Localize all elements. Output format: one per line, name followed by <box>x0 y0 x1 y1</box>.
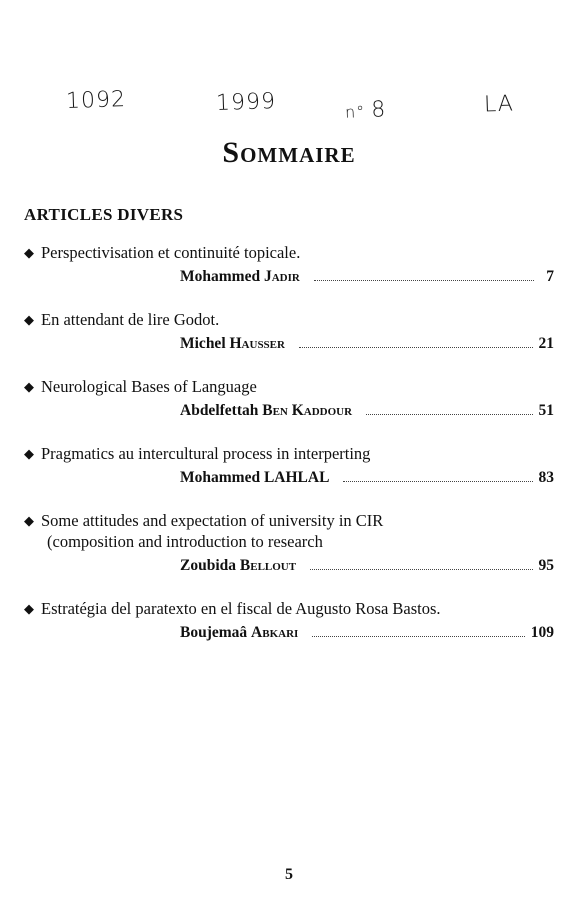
entry-title-line: Neurological Bases of Language <box>41 377 257 396</box>
author-given-name: Zoubida <box>180 557 237 574</box>
author-surname: Abkari <box>251 624 299 641</box>
page-title: Sommaire <box>222 136 356 169</box>
entry-author-row <box>180 266 554 287</box>
author-surname: Hausser <box>229 335 285 352</box>
author-given-name: Mohammed <box>180 469 261 486</box>
diamond-bullet-icon: ◆ <box>24 312 34 327</box>
handwritten-note-3a: n° <box>344 102 366 122</box>
entry-author-row <box>180 467 554 488</box>
handwritten-note-3b: 8 <box>370 97 387 123</box>
toc-entry[interactable] <box>24 376 554 421</box>
leader-dots <box>343 480 532 482</box>
entry-title-continuation: (composition and introduction to research <box>47 532 323 551</box>
leader-dots <box>310 568 532 570</box>
entry-title <box>24 510 554 531</box>
author-given-name: Abdelfettah <box>180 402 259 419</box>
entry-title-line: Estratégia del paratexto en el fiscal de Augusto Rosa Bastos. <box>41 599 441 618</box>
entry-title <box>24 242 554 263</box>
author-surname: LAHLAL <box>263 469 330 486</box>
toc-entry[interactable] <box>24 443 554 488</box>
leader-dots <box>312 635 524 637</box>
diamond-bullet-icon: ◆ <box>24 245 34 260</box>
author-surname: Ben Kaddour <box>262 402 353 419</box>
toc-list <box>24 242 554 665</box>
toc-entry[interactable] <box>24 510 554 576</box>
entry-page-number: 109 <box>530 624 554 641</box>
page-number: 5 <box>285 866 293 883</box>
handwritten-note-3 <box>345 97 387 123</box>
entry-title <box>24 443 554 464</box>
entry-author-row <box>180 333 554 354</box>
entry-title-line: En attendant de lire Godot. <box>41 310 220 329</box>
entry-page-number: 83 <box>538 469 554 486</box>
entry-title <box>24 376 554 397</box>
entry-page-number: 95 <box>538 557 554 574</box>
diamond-bullet-icon: ◆ <box>24 601 34 616</box>
leader-dots <box>299 346 533 348</box>
entry-title <box>24 598 554 619</box>
author-surname: Jadir <box>263 268 300 285</box>
author-given-name: Michel <box>180 335 226 352</box>
entry-author-row <box>180 555 554 576</box>
leader-dots <box>366 413 532 415</box>
entry-title <box>24 309 554 330</box>
handwritten-note-2: 1999 <box>215 88 277 117</box>
diamond-bullet-icon: ◆ <box>24 379 34 394</box>
toc-entry[interactable] <box>24 242 554 287</box>
handwritten-note-4: LA <box>483 91 515 118</box>
handwritten-note-1: 1092 <box>65 86 127 115</box>
entry-title-line: Pragmatics au intercultural process in interperting <box>41 444 371 463</box>
toc-entry[interactable] <box>24 598 554 643</box>
author-given-name: Boujemaâ <box>180 624 248 641</box>
diamond-bullet-icon: ◆ <box>24 513 34 528</box>
entry-page-number: 51 <box>538 402 554 419</box>
entry-author-row <box>180 400 554 421</box>
section-title: ARTICLES DIVERS <box>24 205 184 224</box>
entry-title-line: Perspectivisation et continuité topicale. <box>41 243 301 262</box>
author-given-name: Mohammed <box>180 268 261 285</box>
toc-entry[interactable] <box>24 309 554 354</box>
entry-page-number: 21 <box>538 335 554 352</box>
leader-dots <box>314 279 534 281</box>
entry-author-row <box>180 622 554 643</box>
diamond-bullet-icon: ◆ <box>24 446 34 461</box>
entry-page-number: 7 <box>546 268 554 285</box>
author-surname: Bellout <box>239 557 297 574</box>
entry-title-line: Some attitudes and expectation of university in CIR <box>41 511 384 530</box>
